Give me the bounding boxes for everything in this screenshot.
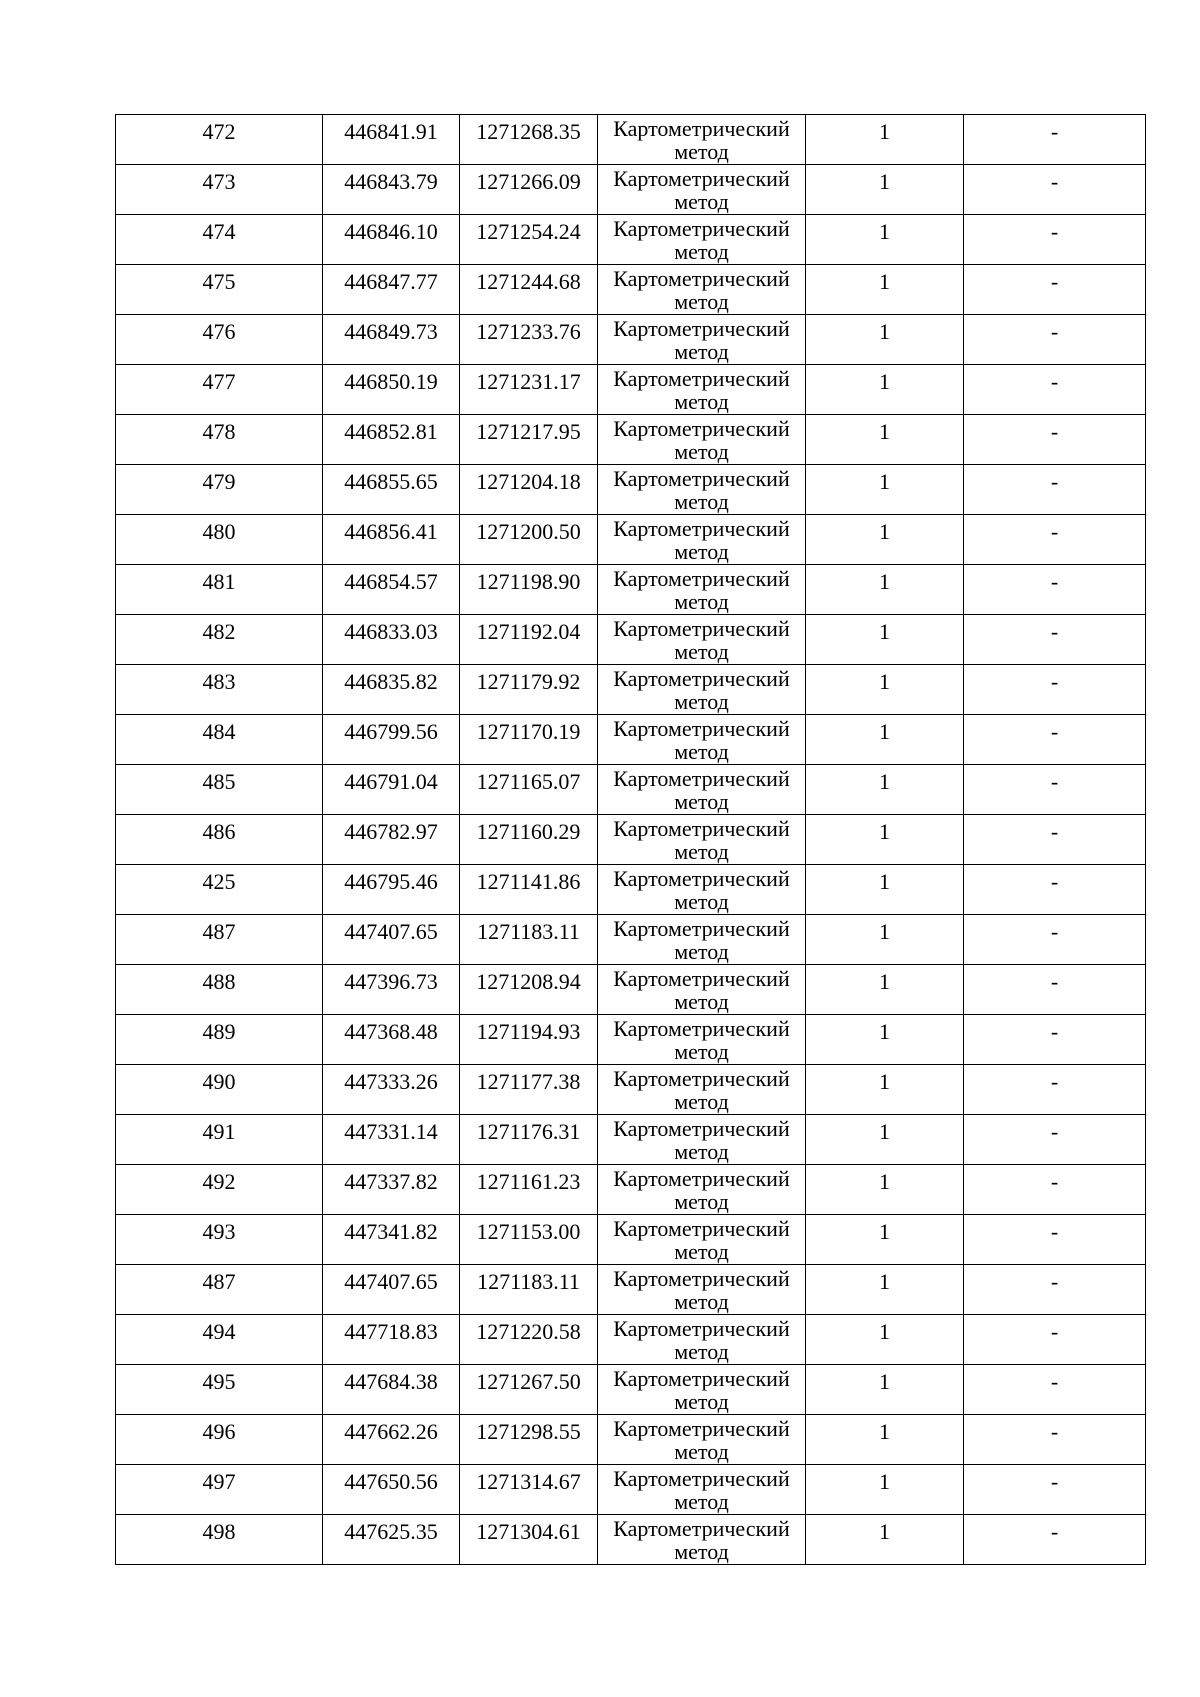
cell-method (598, 665, 806, 715)
cell-y-coordinate: 1271192.04 (460, 615, 598, 665)
cell-note: - (964, 365, 1146, 415)
cell-x-coordinate: 446852.81 (323, 415, 460, 465)
cell-note: - (964, 1015, 1146, 1065)
cell-x-coordinate: 447718.83 (323, 1315, 460, 1365)
method-text: Картометрический метод (613, 317, 790, 364)
cell-note: - (964, 1415, 1146, 1465)
cell-note: - (964, 665, 1146, 715)
table-row (116, 165, 1146, 215)
method-text: Картометрический метод (613, 1217, 790, 1264)
cell-accuracy: 1 (806, 965, 964, 1015)
cell-y-coordinate: 1271183.11 (460, 915, 598, 965)
cell-method (598, 315, 806, 365)
cell-method (598, 1515, 806, 1565)
cell-method (598, 1365, 806, 1415)
cell-note: - (964, 1515, 1146, 1565)
cell-x-coordinate: 446856.41 (323, 515, 460, 565)
cell-method (598, 1115, 806, 1165)
cell-x-coordinate: 446782.97 (323, 815, 460, 865)
cell-accuracy: 1 (806, 365, 964, 415)
cell-y-coordinate: 1271194.93 (460, 1015, 598, 1065)
cell-note: - (964, 915, 1146, 965)
cell-accuracy: 1 (806, 165, 964, 215)
cell-accuracy: 1 (806, 215, 964, 265)
cell-note: - (964, 565, 1146, 615)
cell-point-number: 482 (116, 615, 323, 665)
cell-method (598, 865, 806, 915)
cell-y-coordinate: 1271183.11 (460, 1265, 598, 1315)
cell-accuracy: 1 (806, 265, 964, 315)
cell-y-coordinate: 1271266.09 (460, 165, 598, 215)
method-text: Картометрический метод (613, 1467, 790, 1514)
cell-method (598, 265, 806, 315)
cell-method (598, 515, 806, 565)
table-row (116, 515, 1146, 565)
cell-point-number: 485 (116, 765, 323, 815)
cell-note: - (964, 215, 1146, 265)
cell-y-coordinate: 1271200.50 (460, 515, 598, 565)
cell-note: - (964, 115, 1146, 165)
method-text: Картометрический метод (613, 517, 790, 564)
cell-x-coordinate: 446799.56 (323, 715, 460, 765)
cell-x-coordinate: 446854.57 (323, 565, 460, 615)
cell-point-number: 498 (116, 1515, 323, 1565)
method-text: Картометрический метод (613, 667, 790, 714)
cell-y-coordinate: 1271204.18 (460, 465, 598, 515)
table-row (116, 115, 1146, 165)
table-row (116, 665, 1146, 715)
method-text: Картометрический метод (613, 867, 790, 914)
cell-accuracy: 1 (806, 465, 964, 515)
cell-point-number: 489 (116, 1015, 323, 1065)
cell-method (598, 1165, 806, 1215)
cell-method (598, 1065, 806, 1115)
table-row (116, 965, 1146, 1015)
cell-accuracy: 1 (806, 1215, 964, 1265)
cell-x-coordinate: 446833.03 (323, 615, 460, 665)
cell-point-number: 483 (116, 665, 323, 715)
cell-method (598, 415, 806, 465)
cell-y-coordinate: 1271304.61 (460, 1515, 598, 1565)
method-text: Картометрический метод (613, 1517, 790, 1564)
cell-y-coordinate: 1271244.68 (460, 265, 598, 315)
cell-point-number: 478 (116, 415, 323, 465)
cell-x-coordinate: 447331.14 (323, 1115, 460, 1165)
cell-note: - (964, 465, 1146, 515)
table-row (116, 915, 1146, 965)
table-row (116, 1015, 1146, 1065)
cell-x-coordinate: 447368.48 (323, 1015, 460, 1065)
cell-y-coordinate: 1271179.92 (460, 665, 598, 715)
cell-method (598, 815, 806, 865)
cell-point-number: 484 (116, 715, 323, 765)
cell-method (598, 765, 806, 815)
method-text: Картометрический метод (613, 267, 790, 314)
cell-y-coordinate: 1271217.95 (460, 415, 598, 465)
cell-point-number: 475 (116, 265, 323, 315)
cell-note: - (964, 765, 1146, 815)
method-text: Картометрический метод (613, 567, 790, 614)
table-row (116, 815, 1146, 865)
cell-y-coordinate: 1271314.67 (460, 1465, 598, 1515)
cell-point-number: 492 (116, 1165, 323, 1215)
cell-accuracy: 1 (806, 615, 964, 665)
cell-point-number: 473 (116, 165, 323, 215)
cell-method (598, 715, 806, 765)
cell-note: - (964, 515, 1146, 565)
cell-x-coordinate: 447662.26 (323, 1415, 460, 1465)
cell-x-coordinate: 447341.82 (323, 1215, 460, 1265)
cell-method (598, 465, 806, 515)
table-row (116, 1315, 1146, 1365)
cell-method (598, 215, 806, 265)
cell-x-coordinate: 446795.46 (323, 865, 460, 915)
table-row (116, 715, 1146, 765)
cell-point-number: 477 (116, 365, 323, 415)
cell-y-coordinate: 1271267.50 (460, 1365, 598, 1415)
cell-method (598, 165, 806, 215)
cell-y-coordinate: 1271268.35 (460, 115, 598, 165)
cell-y-coordinate: 1271153.00 (460, 1215, 598, 1265)
cell-method (598, 1015, 806, 1065)
cell-accuracy: 1 (806, 1465, 964, 1515)
cell-point-number: 425 (116, 865, 323, 915)
cell-method (598, 965, 806, 1015)
cell-accuracy: 1 (806, 715, 964, 765)
method-text: Картометрический метод (613, 1117, 790, 1164)
method-text: Картометрический метод (613, 717, 790, 764)
table-row (116, 1365, 1146, 1415)
cell-point-number: 491 (116, 1115, 323, 1165)
cell-point-number: 497 (116, 1465, 323, 1515)
cell-point-number: 474 (116, 215, 323, 265)
table-row (116, 1265, 1146, 1315)
cell-y-coordinate: 1271160.29 (460, 815, 598, 865)
cell-point-number: 486 (116, 815, 323, 865)
cell-x-coordinate: 446835.82 (323, 665, 460, 715)
table-row (116, 1515, 1146, 1565)
cell-note: - (964, 1265, 1146, 1315)
method-text: Картометрический метод (613, 967, 790, 1014)
cell-x-coordinate: 447625.35 (323, 1515, 460, 1565)
cell-method (598, 915, 806, 965)
method-text: Картометрический метод (613, 917, 790, 964)
cell-method (598, 1265, 806, 1315)
cell-note: - (964, 1365, 1146, 1415)
cell-accuracy: 1 (806, 915, 964, 965)
cell-method (598, 565, 806, 615)
cell-y-coordinate: 1271176.31 (460, 1115, 598, 1165)
table-row (116, 865, 1146, 915)
cell-y-coordinate: 1271233.76 (460, 315, 598, 365)
cell-x-coordinate: 447684.38 (323, 1365, 460, 1415)
method-text: Картометрический метод (613, 117, 790, 164)
cell-point-number: 493 (116, 1215, 323, 1265)
cell-x-coordinate: 447650.56 (323, 1465, 460, 1515)
cell-point-number: 480 (116, 515, 323, 565)
method-text: Картометрический метод (613, 1267, 790, 1314)
cell-note: - (964, 1215, 1146, 1265)
cell-note: - (964, 1115, 1146, 1165)
cell-accuracy: 1 (806, 865, 964, 915)
cell-x-coordinate: 447407.65 (323, 1265, 460, 1315)
method-text: Картометрический метод (613, 467, 790, 514)
method-text: Картометрический метод (613, 1317, 790, 1364)
cell-method (598, 1215, 806, 1265)
cell-y-coordinate: 1271198.90 (460, 565, 598, 615)
cell-note: - (964, 1065, 1146, 1115)
cell-x-coordinate: 446843.79 (323, 165, 460, 215)
method-text: Картометрический метод (613, 367, 790, 414)
cell-accuracy: 1 (806, 515, 964, 565)
table-body (116, 115, 1146, 1565)
table-row (116, 765, 1146, 815)
cell-y-coordinate: 1271254.24 (460, 215, 598, 265)
cell-accuracy: 1 (806, 1365, 964, 1415)
cell-note: - (964, 315, 1146, 365)
cell-accuracy: 1 (806, 315, 964, 365)
cell-point-number: 487 (116, 1265, 323, 1315)
method-text: Картометрический метод (613, 767, 790, 814)
table-row (116, 1415, 1146, 1465)
table-row (116, 465, 1146, 515)
table-row (116, 265, 1146, 315)
cell-method (598, 1415, 806, 1465)
cell-accuracy: 1 (806, 415, 964, 465)
cell-y-coordinate: 1271298.55 (460, 1415, 598, 1465)
cell-accuracy: 1 (806, 765, 964, 815)
method-text: Картометрический метод (613, 1067, 790, 1114)
method-text: Картометрический метод (613, 417, 790, 464)
method-text: Картометрический метод (613, 617, 790, 664)
cell-point-number: 472 (116, 115, 323, 165)
method-text: Картометрический метод (613, 817, 790, 864)
cell-x-coordinate: 447407.65 (323, 915, 460, 965)
table-row (116, 365, 1146, 415)
cell-note: - (964, 815, 1146, 865)
table-row (116, 565, 1146, 615)
cell-note: - (964, 615, 1146, 665)
cell-method (598, 365, 806, 415)
table-row (116, 1115, 1146, 1165)
cell-note: - (964, 1315, 1146, 1365)
cell-note: - (964, 715, 1146, 765)
cell-y-coordinate: 1271220.58 (460, 1315, 598, 1365)
cell-note: - (964, 1165, 1146, 1215)
cell-note: - (964, 165, 1146, 215)
cell-point-number: 494 (116, 1315, 323, 1365)
table-row (116, 315, 1146, 365)
cell-note: - (964, 965, 1146, 1015)
cell-x-coordinate: 446847.77 (323, 265, 460, 315)
cell-accuracy: 1 (806, 1115, 964, 1165)
table-row (116, 415, 1146, 465)
cell-x-coordinate: 447396.73 (323, 965, 460, 1015)
cell-x-coordinate: 446791.04 (323, 765, 460, 815)
cell-y-coordinate: 1271170.19 (460, 715, 598, 765)
cell-y-coordinate: 1271161.23 (460, 1165, 598, 1215)
table-row (116, 1065, 1146, 1115)
cell-point-number: 488 (116, 965, 323, 1015)
method-text: Картометрический метод (613, 1017, 790, 1064)
cell-accuracy: 1 (806, 1265, 964, 1315)
cell-y-coordinate: 1271208.94 (460, 965, 598, 1015)
cell-x-coordinate: 446846.10 (323, 215, 460, 265)
cell-note: - (964, 265, 1146, 315)
method-text: Картометрический метод (613, 1167, 790, 1214)
cell-method (598, 1315, 806, 1365)
cell-accuracy: 1 (806, 1415, 964, 1465)
cell-point-number: 490 (116, 1065, 323, 1115)
cell-accuracy: 1 (806, 665, 964, 715)
cell-x-coordinate: 446850.19 (323, 365, 460, 415)
cell-method (598, 615, 806, 665)
method-text: Картометрический метод (613, 1367, 790, 1414)
cell-note: - (964, 415, 1146, 465)
cell-note: - (964, 1465, 1146, 1515)
cell-y-coordinate: 1271177.38 (460, 1065, 598, 1115)
cell-y-coordinate: 1271231.17 (460, 365, 598, 415)
cell-point-number: 496 (116, 1415, 323, 1465)
method-text: Картометрический метод (613, 167, 790, 214)
cell-x-coordinate: 446849.73 (323, 315, 460, 365)
cell-accuracy: 1 (806, 815, 964, 865)
cell-point-number: 479 (116, 465, 323, 515)
cell-y-coordinate: 1271165.07 (460, 765, 598, 815)
cell-accuracy: 1 (806, 1015, 964, 1065)
table-row (116, 1165, 1146, 1215)
table-row (116, 615, 1146, 665)
cell-accuracy: 1 (806, 1065, 964, 1115)
cell-method (598, 1465, 806, 1515)
table-row (116, 1465, 1146, 1515)
cell-x-coordinate: 446841.91 (323, 115, 460, 165)
cell-accuracy: 1 (806, 1515, 964, 1565)
cell-accuracy: 1 (806, 1165, 964, 1215)
cell-y-coordinate: 1271141.86 (460, 865, 598, 915)
cell-point-number: 476 (116, 315, 323, 365)
cell-accuracy: 1 (806, 565, 964, 615)
cell-x-coordinate: 447337.82 (323, 1165, 460, 1215)
cell-accuracy: 1 (806, 1315, 964, 1365)
method-text: Картометрический метод (613, 1417, 790, 1464)
coordinates-table (115, 114, 1146, 1565)
cell-accuracy: 1 (806, 115, 964, 165)
cell-method (598, 115, 806, 165)
cell-point-number: 481 (116, 565, 323, 615)
cell-point-number: 487 (116, 915, 323, 965)
cell-point-number: 495 (116, 1365, 323, 1415)
table-row (116, 1215, 1146, 1265)
method-text: Картометрический метод (613, 217, 790, 264)
cell-x-coordinate: 447333.26 (323, 1065, 460, 1115)
cell-note: - (964, 865, 1146, 915)
table-row (116, 215, 1146, 265)
cell-x-coordinate: 446855.65 (323, 465, 460, 515)
